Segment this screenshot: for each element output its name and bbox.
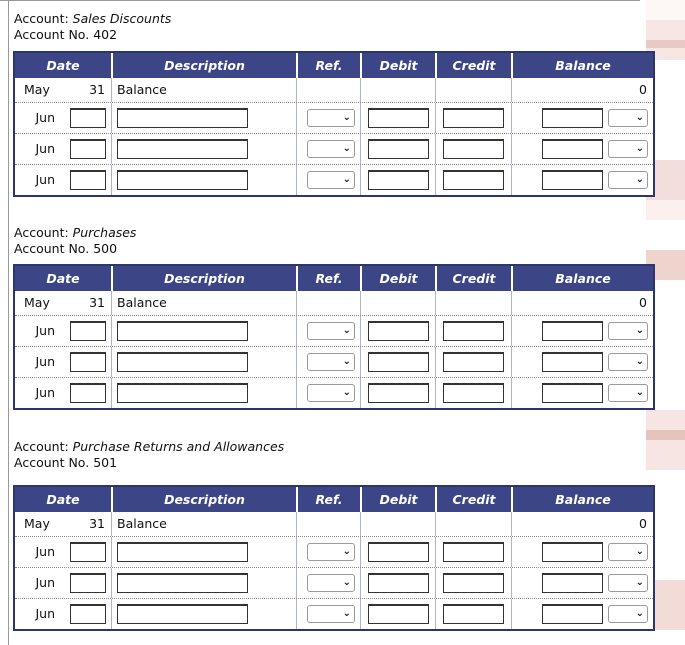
- chevron-down-icon: ⌄: [342, 112, 351, 123]
- balance-input[interactable]: [542, 170, 603, 190]
- col-header-credit: Credit: [435, 266, 511, 291]
- entry-month: Jun: [35, 172, 55, 187]
- account-name: Purchases: [72, 225, 137, 240]
- opening-balance: 0: [511, 512, 653, 536]
- description-input[interactable]: [117, 604, 248, 624]
- account-name: Purchase Returns and Allowances: [72, 439, 285, 454]
- day-input[interactable]: [70, 170, 106, 190]
- balance-input[interactable]: [542, 542, 603, 562]
- credit-input[interactable]: [443, 352, 504, 372]
- balance-input[interactable]: [542, 604, 603, 624]
- chevron-down-icon: ⌄: [635, 608, 644, 619]
- chevron-down-icon: ⌄: [342, 356, 351, 367]
- account-label: Account:: [14, 225, 69, 240]
- account-name: Sales Discounts: [72, 11, 172, 26]
- table-header-row: [15, 487, 653, 512]
- debit-input[interactable]: [368, 108, 429, 128]
- ref-select[interactable]: [307, 605, 355, 623]
- balance-input[interactable]: [542, 139, 603, 159]
- balance-type-select[interactable]: [608, 109, 648, 127]
- account-number-line: [14, 455, 117, 471]
- account-number-line: [14, 241, 117, 257]
- balance-type-select[interactable]: [608, 384, 648, 402]
- account-number-line: [14, 27, 117, 43]
- entry-month: Jun: [35, 385, 55, 400]
- entry-month: Jun: [35, 575, 55, 590]
- balance-input[interactable]: [542, 108, 603, 128]
- account-label: Account:: [14, 439, 69, 454]
- balance-type-select[interactable]: [608, 574, 648, 592]
- description-input[interactable]: [117, 108, 248, 128]
- opening-month: May: [24, 295, 50, 310]
- account-no: 402: [93, 27, 118, 42]
- description-input[interactable]: [117, 383, 248, 403]
- account-no: 501: [93, 455, 118, 470]
- day-input[interactable]: [70, 573, 106, 593]
- ref-select[interactable]: [307, 543, 355, 561]
- ref-select[interactable]: [307, 171, 355, 189]
- col-header-description: Description: [111, 266, 296, 291]
- description-input[interactable]: [117, 542, 248, 562]
- balance-input[interactable]: [542, 383, 603, 403]
- balance-type-select[interactable]: [608, 605, 648, 623]
- day-input[interactable]: [70, 321, 106, 341]
- debit-input[interactable]: [368, 139, 429, 159]
- chevron-down-icon: ⌄: [635, 325, 644, 336]
- entry-month: Jun: [35, 141, 55, 156]
- ref-select[interactable]: [307, 353, 355, 371]
- entry-row: [15, 346, 653, 377]
- account-label: Account:: [14, 11, 69, 26]
- col-header-credit: Credit: [435, 487, 511, 512]
- opening-description: Balance: [111, 291, 296, 315]
- opening-month: May: [24, 516, 50, 531]
- balance-type-select[interactable]: [608, 171, 648, 189]
- ref-select[interactable]: [307, 109, 355, 127]
- table-header-row: [15, 266, 653, 291]
- account-no-label: Account No.: [14, 241, 90, 256]
- account-no-label: Account No.: [14, 27, 90, 42]
- day-input[interactable]: [70, 139, 106, 159]
- description-input[interactable]: [117, 170, 248, 190]
- chevron-down-icon: ⌄: [635, 356, 644, 367]
- debit-input[interactable]: [368, 573, 429, 593]
- description-input[interactable]: [117, 139, 248, 159]
- ref-select[interactable]: [307, 322, 355, 340]
- entry-month: Jun: [35, 354, 55, 369]
- opening-description: Balance: [111, 78, 296, 102]
- opening-day: 31: [89, 82, 105, 97]
- debit-input[interactable]: [368, 321, 429, 341]
- col-header-date: Date: [46, 492, 80, 507]
- day-input[interactable]: [70, 352, 106, 372]
- ledger-table: [13, 51, 655, 197]
- chevron-down-icon: ⌄: [342, 325, 351, 336]
- entry-month: Jun: [35, 544, 55, 559]
- col-header-debit: Debit: [360, 53, 435, 78]
- day-input[interactable]: [70, 108, 106, 128]
- chevron-down-icon: ⌄: [342, 608, 351, 619]
- entry-row: [15, 133, 653, 164]
- opening-month: May: [24, 82, 50, 97]
- chevron-down-icon: ⌄: [635, 546, 644, 557]
- balance-input[interactable]: [542, 573, 603, 593]
- credit-input[interactable]: [443, 604, 504, 624]
- col-header-debit: Debit: [360, 266, 435, 291]
- ref-select[interactable]: [307, 574, 355, 592]
- day-input[interactable]: [70, 604, 106, 624]
- entry-row: [15, 102, 653, 133]
- col-header-debit: Debit: [360, 487, 435, 512]
- chevron-down-icon: ⌄: [342, 143, 351, 154]
- opening-day: 31: [89, 516, 105, 531]
- entry-row: [15, 164, 653, 195]
- col-header-date: Date: [46, 271, 80, 286]
- ref-select[interactable]: [307, 140, 355, 158]
- debit-input[interactable]: [368, 170, 429, 190]
- credit-input[interactable]: [443, 383, 504, 403]
- balance-type-select[interactable]: [608, 140, 648, 158]
- col-header-balance: Balance: [511, 266, 653, 291]
- credit-input[interactable]: [443, 139, 504, 159]
- account-no: 500: [93, 241, 118, 256]
- credit-input[interactable]: [443, 542, 504, 562]
- credit-input[interactable]: [443, 573, 504, 593]
- chevron-down-icon: ⌄: [342, 387, 351, 398]
- chevron-down-icon: ⌄: [635, 112, 644, 123]
- chevron-down-icon: ⌄: [635, 577, 644, 588]
- chevron-down-icon: ⌄: [342, 174, 351, 185]
- col-header-ref: Ref.: [296, 266, 360, 291]
- credit-input[interactable]: [443, 170, 504, 190]
- entry-row: [15, 598, 653, 629]
- col-header-ref: Ref.: [296, 53, 360, 78]
- entry-month: Jun: [35, 606, 55, 621]
- chevron-down-icon: ⌄: [635, 387, 644, 398]
- opening-balance-row: [15, 78, 653, 102]
- balance-input[interactable]: [542, 321, 603, 341]
- entry-row: [15, 567, 653, 598]
- debit-input[interactable]: [368, 352, 429, 372]
- debit-input[interactable]: [368, 542, 429, 562]
- opening-balance: 0: [511, 291, 653, 315]
- day-input[interactable]: [70, 542, 106, 562]
- col-header-balance: Balance: [511, 487, 653, 512]
- frame-left-border: [8, 0, 9, 645]
- balance-input[interactable]: [542, 352, 603, 372]
- col-header-date: Date: [46, 58, 80, 73]
- ledger-table: [13, 264, 655, 410]
- opening-balance-row: [15, 291, 653, 315]
- col-header-balance: Balance: [511, 53, 653, 78]
- opening-description: Balance: [111, 512, 296, 536]
- entry-row: [15, 315, 653, 346]
- entry-month: Jun: [35, 110, 55, 125]
- description-input[interactable]: [117, 352, 248, 372]
- debit-input[interactable]: [368, 383, 429, 403]
- col-header-ref: Ref.: [296, 487, 360, 512]
- account-name-line: [14, 11, 171, 27]
- entry-row: [15, 377, 653, 408]
- chevron-down-icon: ⌄: [635, 143, 644, 154]
- day-input[interactable]: [70, 383, 106, 403]
- credit-input[interactable]: [443, 321, 504, 341]
- table-header-row: [15, 53, 653, 78]
- account-name-line: [14, 225, 136, 241]
- description-input[interactable]: [117, 321, 248, 341]
- balance-type-select[interactable]: [608, 543, 648, 561]
- account-name-line: [14, 439, 284, 455]
- frame-top-border: [0, 0, 640, 1]
- account-no-label: Account No.: [14, 455, 90, 470]
- chevron-down-icon: ⌄: [342, 577, 351, 588]
- credit-input[interactable]: [443, 108, 504, 128]
- debit-input[interactable]: [368, 604, 429, 624]
- opening-day: 31: [89, 295, 105, 310]
- chevron-down-icon: ⌄: [635, 174, 644, 185]
- entry-row: [15, 536, 653, 567]
- col-header-description: Description: [111, 53, 296, 78]
- opening-balance: 0: [511, 78, 653, 102]
- opening-balance-row: [15, 512, 653, 536]
- balance-type-select[interactable]: [608, 322, 648, 340]
- chevron-down-icon: ⌄: [342, 546, 351, 557]
- col-header-description: Description: [111, 487, 296, 512]
- ref-select[interactable]: [307, 384, 355, 402]
- entry-month: Jun: [35, 323, 55, 338]
- balance-type-select[interactable]: [608, 353, 648, 371]
- description-input[interactable]: [117, 573, 248, 593]
- ledger-table: [13, 485, 655, 631]
- col-header-credit: Credit: [435, 53, 511, 78]
